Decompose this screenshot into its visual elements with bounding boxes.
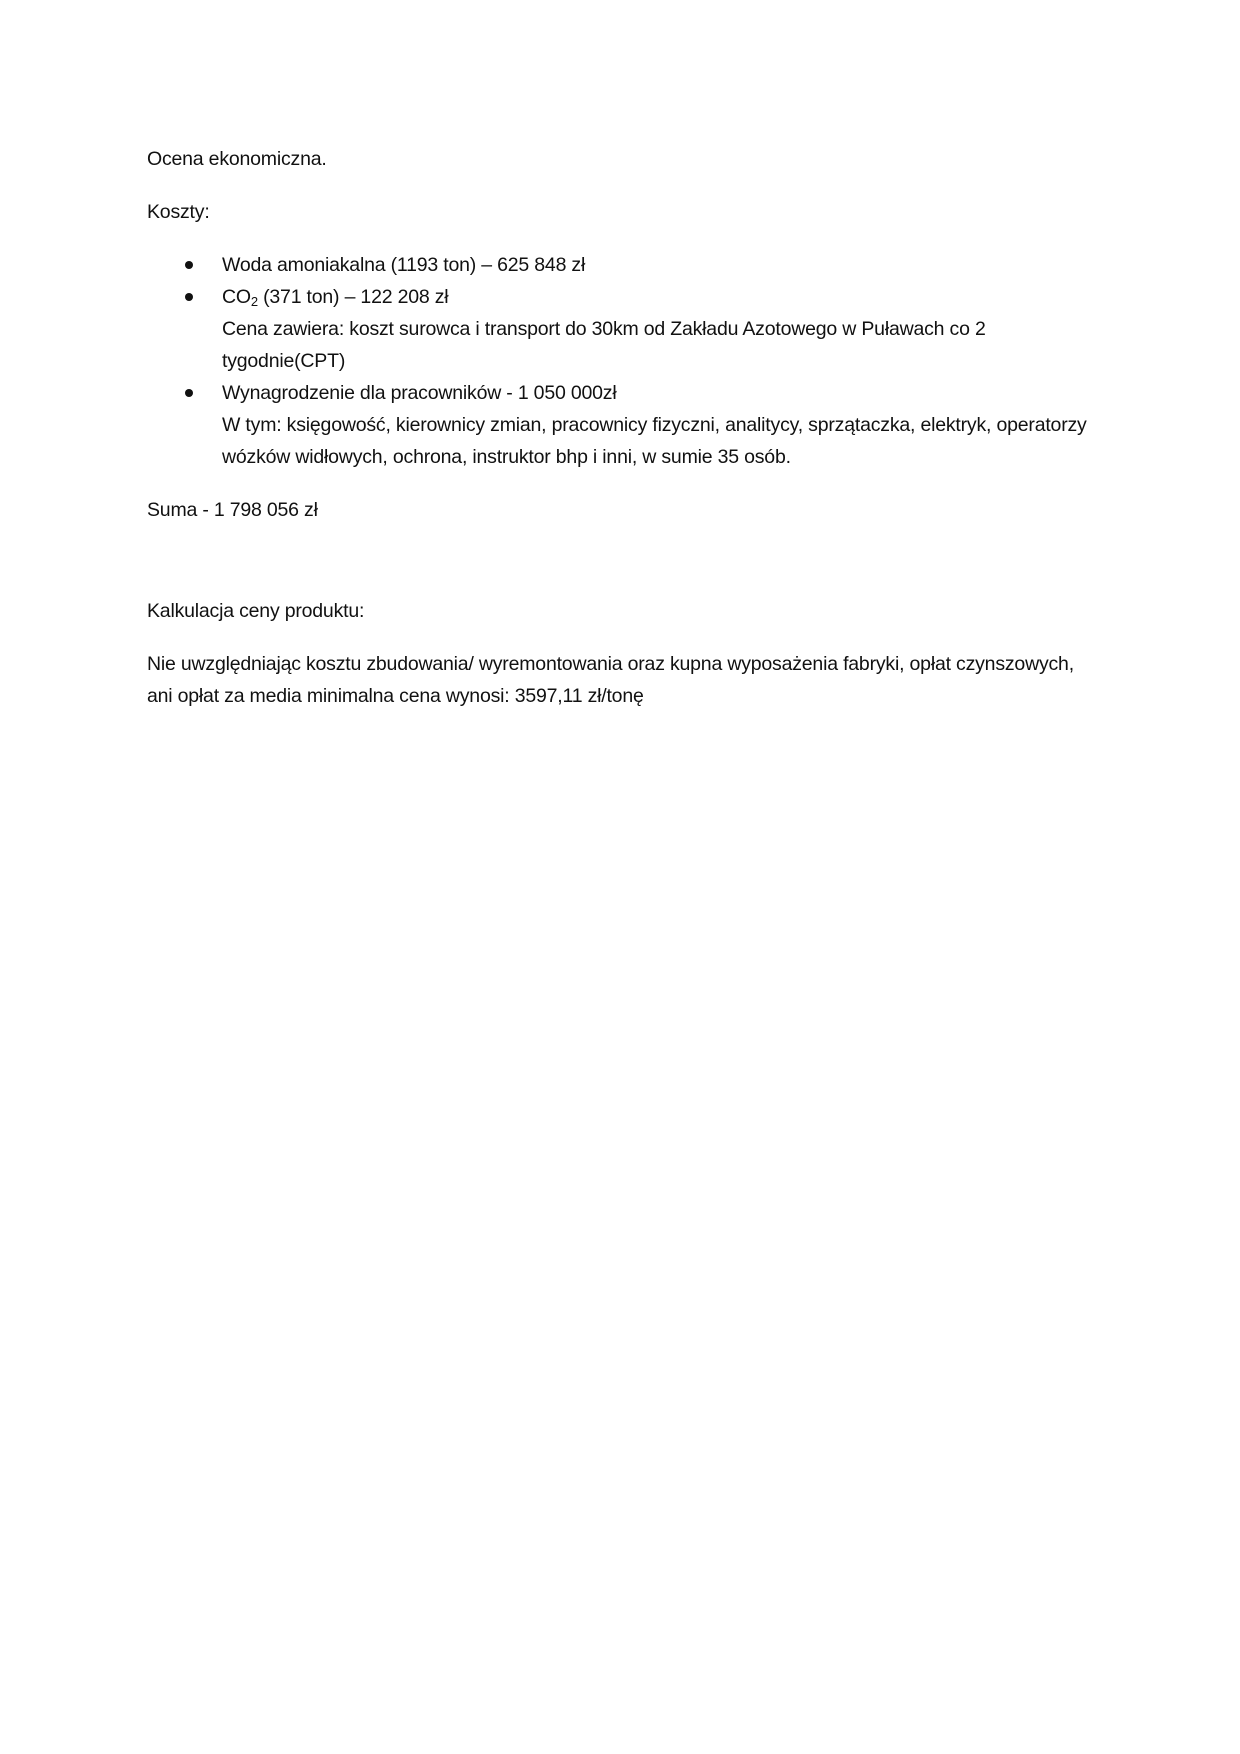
cost-item-note: W tym: księgowość, kierownicy zmian, pracownicy fizyczni, analitycy, sprzątaczka, elektryk, operatorzy wózków widłowych, ochrona, instruktor bhp i inni, w sumie 35 osób.: [222, 414, 1087, 468]
cost-item-note: Cena zawiera: koszt surowca i transport do 30km od Zakładu Azotowego w Puławach co 2 tygodnie(CPT): [222, 318, 986, 372]
co2-subscript: 2: [250, 294, 258, 309]
calc-text: Nie uwzględniając kosztu zbudowania/ wyremontowania oraz kupna wyposażenia fabryki, opłat czynszowych, ani opłat za media minimalna cena wynosi: 3597,11 zł/tonę: [147, 653, 1074, 707]
cost-item-co2: [147, 281, 1087, 377]
bullet-icon: [185, 293, 193, 301]
cost-item-text: [222, 281, 1087, 313]
cost-item-ammonia-water: [147, 249, 1087, 281]
cost-list: [147, 249, 1087, 473]
cost-item-text: Wynagrodzenie dla pracowników - 1 050 000zł: [222, 382, 617, 404]
costs-label: Koszty:: [147, 201, 210, 223]
bullet-icon: [185, 389, 193, 397]
co2-suffix: (371 ton) – 122 208 zł: [257, 286, 449, 308]
sum-line: Suma - 1 798 056 zł: [147, 499, 318, 521]
bullet-icon: [185, 261, 193, 269]
cost-item-text: Woda amoniakalna (1193 ton) – 625 848 zł: [222, 254, 586, 276]
document-body: [147, 143, 1087, 712]
calc-heading: Kalkulacja ceny produktu:: [147, 600, 365, 622]
co2-prefix: CO: [222, 286, 251, 308]
page-title: Ocena ekonomiczna.: [147, 148, 327, 170]
cost-item-salaries: [147, 377, 1087, 473]
